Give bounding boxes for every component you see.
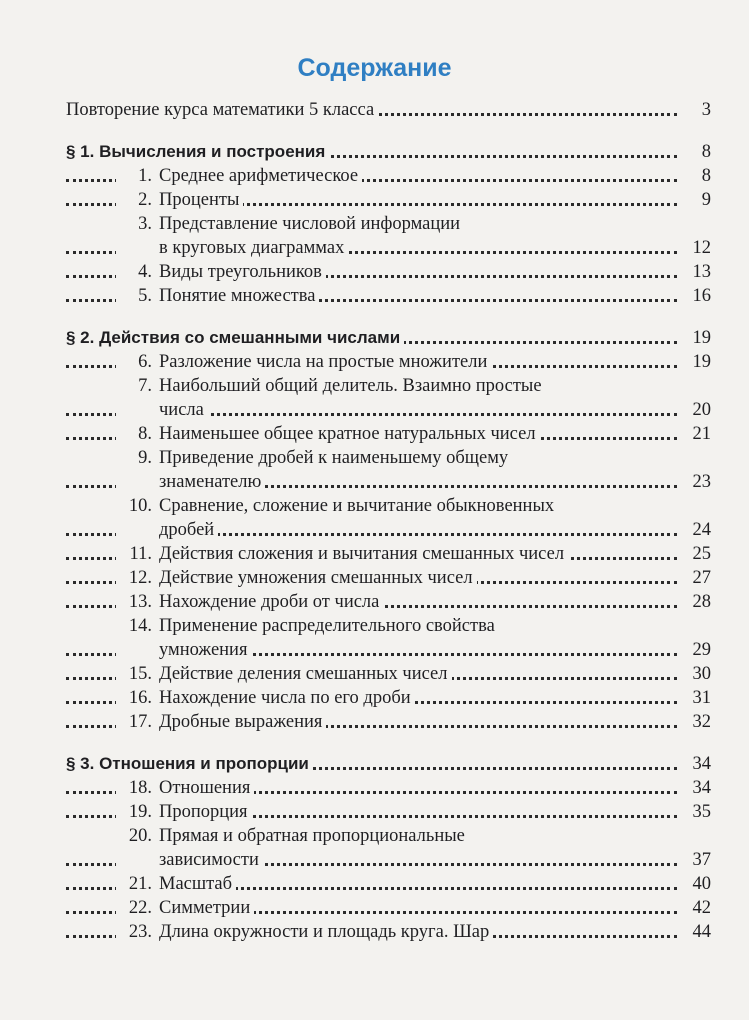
toc-entry-number: 2.	[138, 190, 152, 210]
toc-entry-title: Наименьшее общее кратное натуральных чисел	[159, 424, 536, 444]
toc-entry-title-cont: умножения	[159, 640, 248, 660]
toc-entry[interactable]	[66, 800, 711, 824]
toc-entry-title: Нахождение числа по его дроби	[159, 688, 411, 708]
toc-entry-title: Понятие множества	[159, 286, 316, 306]
toc-page-number: 8	[701, 166, 711, 186]
toc-entry-title: Симметрии	[159, 898, 251, 918]
toc-entry[interactable]	[66, 98, 711, 122]
toc-entry-number: 4.	[138, 262, 152, 282]
toc-page-number: 9	[701, 190, 711, 210]
toc-entry-title: Действие умножения смешанных чисел	[159, 568, 473, 588]
toc-entry-title: Дробные выражения	[159, 712, 323, 732]
toc-page-number: 37	[692, 850, 711, 870]
toc-entry[interactable]	[66, 284, 711, 308]
toc-page-number: 28	[692, 592, 711, 612]
toc-entry-number: 19.	[128, 802, 152, 822]
page-title: Содержание	[297, 54, 452, 82]
toc-page-number: 34	[692, 778, 711, 798]
toc-entry-number: 11.	[129, 544, 152, 564]
toc-entry-title: Среднее арифметическое	[159, 166, 359, 186]
toc-entry-number: 9.	[138, 448, 152, 468]
toc-page-number: 27	[692, 568, 711, 588]
toc-entry-number: 15.	[128, 664, 152, 684]
toc-section[interactable]	[66, 752, 711, 776]
toc-section[interactable]	[66, 140, 711, 164]
toc-section-title: § 1. Вычисления и построения	[66, 140, 329, 164]
toc-entry[interactable]	[66, 776, 711, 800]
toc-page-number: 19	[692, 328, 711, 348]
toc-entry[interactable]	[66, 542, 711, 566]
toc-entry-number: 18.	[128, 778, 152, 798]
toc-entry-number: 12.	[128, 568, 152, 588]
toc-entry[interactable]	[66, 824, 711, 848]
toc-entry[interactable]	[66, 494, 711, 518]
toc-page-number: 35	[692, 802, 711, 822]
toc-entry-title: Приведение дробей к наименьшему общему	[159, 448, 509, 468]
toc-entry-number: 5.	[138, 286, 152, 306]
toc-page-number: 21	[692, 424, 711, 444]
toc-entry-title: Сравнение, сложение и вычитание обыкновенных	[159, 496, 555, 516]
toc-page-number: 44	[692, 922, 711, 942]
toc-page-number: 42	[692, 898, 711, 918]
toc-entry[interactable]	[66, 212, 711, 236]
toc-entry-number: 14.	[128, 616, 152, 636]
toc-entry-title: Проценты	[159, 190, 240, 210]
toc-entry-continuation[interactable]	[66, 236, 711, 260]
toc-section-title: § 3. Отношения и пропорции	[66, 752, 313, 776]
toc-entry-title: Разложение числа на простые множители	[159, 352, 488, 372]
toc-entry-number: 20.	[128, 826, 152, 846]
table-of-contents	[66, 98, 711, 944]
toc-entry-title: Представление числовой информации	[159, 214, 461, 234]
toc-entry-title-cont: зависимости	[159, 850, 259, 870]
toc-section-title: § 2. Действия со смешанными числами	[66, 326, 404, 350]
toc-entry[interactable]	[66, 896, 711, 920]
toc-page-number: 12	[692, 238, 711, 258]
toc-entry-title: Действия сложения и вычитания смешанных чисел	[159, 544, 565, 564]
toc-entry[interactable]	[66, 872, 711, 896]
toc-entry[interactable]	[66, 614, 711, 638]
toc-entry-number: 23.	[128, 922, 152, 942]
toc-page-number: 31	[692, 688, 711, 708]
toc-entry-number: 8.	[138, 424, 152, 444]
toc-page-number: 34	[692, 754, 711, 774]
toc-entry-title: Прямая и обратная пропорциональные	[159, 826, 465, 846]
toc-entry-title: Действие деления смешанных чисел	[159, 664, 448, 684]
toc-entry[interactable]	[66, 422, 711, 446]
toc-entry[interactable]	[66, 662, 711, 686]
toc-page-number: 8	[701, 142, 711, 162]
toc-entry[interactable]	[66, 260, 711, 284]
toc-entry[interactable]	[66, 566, 711, 590]
toc-entry-number: 3.	[138, 214, 152, 234]
toc-entry-number: 16.	[128, 688, 152, 708]
toc-page-number: 23	[692, 472, 711, 492]
toc-page-number: 13	[692, 262, 711, 282]
toc-entry-continuation[interactable]	[66, 848, 711, 872]
toc-entry-title-cont: дробей	[159, 520, 215, 540]
toc-page-number: 3	[701, 100, 711, 120]
toc-entry-title-cont: в круговых диаграммах	[159, 238, 345, 258]
toc-entry[interactable]	[66, 710, 711, 734]
toc-page-number: 40	[692, 874, 711, 894]
toc-entry-title-cont: знаменателю	[159, 472, 262, 492]
toc-section[interactable]	[66, 326, 711, 350]
toc-page-number: 20	[692, 400, 711, 420]
toc-entry[interactable]	[66, 374, 711, 398]
toc-entry[interactable]	[66, 446, 711, 470]
toc-entry-title: Отношения	[159, 778, 251, 798]
toc-entry-continuation[interactable]	[66, 470, 711, 494]
toc-page-number: 25	[692, 544, 711, 564]
toc-entry-title: Пропорция	[159, 802, 248, 822]
toc-entry-number: 1.	[138, 166, 152, 186]
toc-entry[interactable]	[66, 164, 711, 188]
toc-entry-title: Длина окружности и площадь круга. Шар	[159, 922, 490, 942]
toc-page-number: 16	[692, 286, 711, 306]
toc-entry-title: Масштаб	[159, 874, 233, 894]
toc-entry[interactable]	[66, 350, 711, 374]
toc-entry-number: 13.	[128, 592, 152, 612]
toc-entry-number: 10.	[128, 496, 152, 516]
toc-entry-title: Применение распределительного свойства	[159, 616, 495, 636]
toc-entry-number: 7.	[138, 376, 152, 396]
toc-entry[interactable]	[66, 920, 711, 944]
toc-page-number: 30	[692, 664, 711, 684]
toc-entry[interactable]	[66, 590, 711, 614]
toc-entry[interactable]	[66, 188, 711, 212]
toc-entry-number: 6.	[138, 352, 152, 372]
toc-entry-title: Повторение курса математики 5 класса	[66, 98, 378, 122]
toc-entry-title: Виды треугольников	[159, 262, 322, 282]
toc-entry-title: Нахождение дроби от числа	[159, 592, 380, 612]
toc-page-number: 19	[692, 352, 711, 372]
toc-entry-number: 17.	[128, 712, 152, 732]
toc-entry-title: Наибольший общий делитель. Взаимно простые	[159, 376, 542, 396]
toc-entry-number: 21.	[128, 874, 152, 894]
toc-page-number: 24	[692, 520, 711, 540]
toc-entry-continuation[interactable]	[66, 398, 711, 422]
toc-page-number: 32	[692, 712, 711, 732]
toc-entry-continuation[interactable]	[66, 518, 711, 542]
toc-entry-title-cont: числа	[159, 400, 204, 420]
toc-entry-continuation[interactable]	[66, 638, 711, 662]
toc-page-number: 29	[692, 640, 711, 660]
toc-entry-number: 22.	[128, 898, 152, 918]
toc-entry[interactable]	[66, 686, 711, 710]
